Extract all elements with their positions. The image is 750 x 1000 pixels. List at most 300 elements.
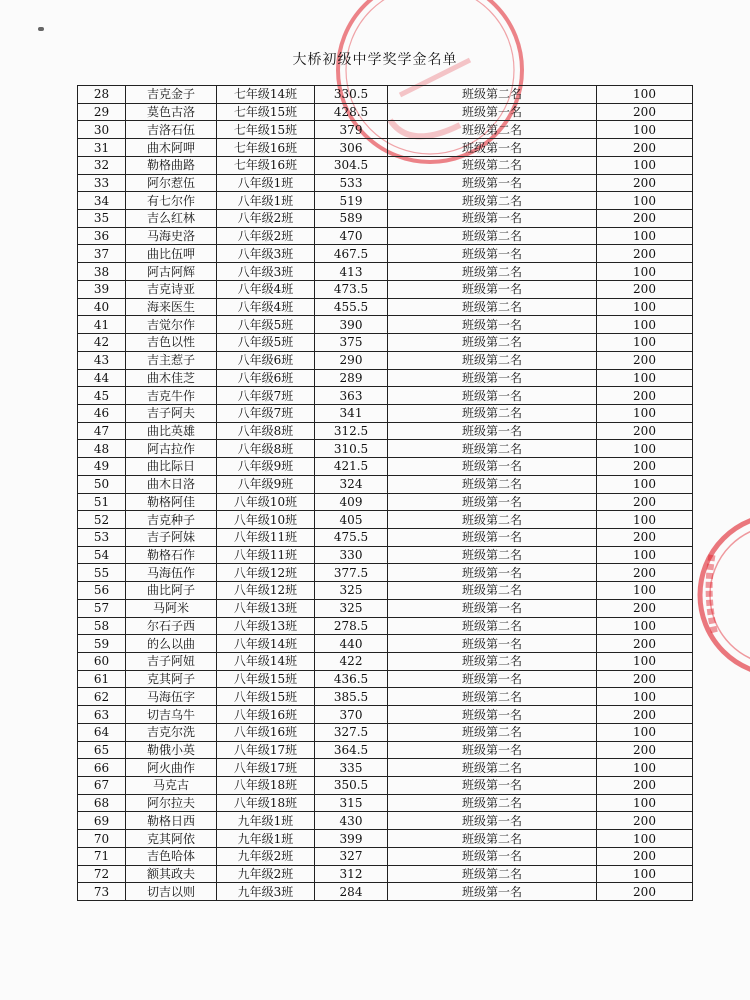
score-cell: 399	[315, 830, 388, 848]
row-number-cell: 36	[78, 227, 126, 245]
class-name-cell: 八年级9班	[217, 475, 315, 493]
row-number-cell: 43	[78, 351, 126, 369]
table-row	[78, 635, 693, 653]
student-name-cell: 曲木阿呷	[126, 139, 217, 157]
award-amount-cell: 200	[597, 812, 693, 830]
table-row	[78, 280, 693, 298]
row-number-cell: 28	[78, 86, 126, 104]
row-number-cell: 68	[78, 794, 126, 812]
class-name-cell: 八年级10班	[217, 511, 315, 529]
class-name-cell: 八年级9班	[217, 458, 315, 476]
table-row	[78, 723, 693, 741]
score-cell: 455.5	[315, 298, 388, 316]
row-number-cell: 52	[78, 511, 126, 529]
table-row	[78, 316, 693, 334]
award-amount-cell: 200	[597, 351, 693, 369]
table-row	[78, 174, 693, 192]
table-row	[78, 298, 693, 316]
class-name-cell: 七年级16班	[217, 139, 315, 157]
award-rank-cell: 班级第二名	[388, 830, 597, 848]
award-rank-cell: 班级第一名	[388, 387, 597, 405]
class-name-cell: 八年级18班	[217, 794, 315, 812]
score-cell: 315	[315, 794, 388, 812]
award-amount-cell: 200	[597, 635, 693, 653]
row-number-cell: 48	[78, 440, 126, 458]
award-amount-cell: 100	[597, 582, 693, 600]
class-name-cell: 八年级8班	[217, 440, 315, 458]
student-name-cell: 曲木佳芝	[126, 369, 217, 387]
award-amount-cell: 200	[597, 493, 693, 511]
score-cell: 312.5	[315, 422, 388, 440]
student-name-cell: 莫色古洛	[126, 103, 217, 121]
score-cell: 375	[315, 334, 388, 352]
award-rank-cell: 班级第二名	[388, 227, 597, 245]
class-name-cell: 八年级11班	[217, 546, 315, 564]
table-row	[78, 369, 693, 387]
student-name-cell: 阿火曲作	[126, 759, 217, 777]
score-cell: 409	[315, 493, 388, 511]
award-amount-cell: 100	[597, 617, 693, 635]
row-number-cell: 44	[78, 369, 126, 387]
student-name-cell: 有七尔作	[126, 192, 217, 210]
score-cell: 422	[315, 653, 388, 671]
row-number-cell: 72	[78, 865, 126, 883]
class-name-cell: 八年级15班	[217, 688, 315, 706]
scan-speck	[38, 27, 44, 31]
row-number-cell: 69	[78, 812, 126, 830]
award-amount-cell: 100	[597, 298, 693, 316]
award-rank-cell: 班级第一名	[388, 847, 597, 865]
student-name-cell: 阿古拉作	[126, 440, 217, 458]
award-rank-cell: 班级第二名	[388, 653, 597, 671]
score-cell: 413	[315, 263, 388, 281]
award-rank-cell: 班级第二名	[388, 723, 597, 741]
award-amount-cell: 200	[597, 103, 693, 121]
class-name-cell: 八年级7班	[217, 387, 315, 405]
row-number-cell: 39	[78, 280, 126, 298]
student-name-cell: 阿尔拉夫	[126, 794, 217, 812]
class-name-cell: 八年级18班	[217, 777, 315, 795]
score-cell: 390	[315, 316, 388, 334]
class-name-cell: 八年级2班	[217, 227, 315, 245]
award-rank-cell: 班级第一名	[388, 883, 597, 901]
score-cell: 533	[315, 174, 388, 192]
score-cell: 440	[315, 635, 388, 653]
student-name-cell: 的么以曲	[126, 635, 217, 653]
award-amount-cell: 200	[597, 741, 693, 759]
award-rank-cell: 班级第二名	[388, 582, 597, 600]
row-number-cell: 64	[78, 723, 126, 741]
row-number-cell: 38	[78, 263, 126, 281]
table-row	[78, 404, 693, 422]
award-rank-cell: 班级第一名	[388, 245, 597, 263]
row-number-cell: 46	[78, 404, 126, 422]
row-number-cell: 45	[78, 387, 126, 405]
row-number-cell: 56	[78, 582, 126, 600]
row-number-cell: 62	[78, 688, 126, 706]
class-name-cell: 八年级6班	[217, 369, 315, 387]
award-amount-cell: 200	[597, 670, 693, 688]
table-row	[78, 493, 693, 511]
table-row	[78, 564, 693, 582]
score-cell: 304.5	[315, 156, 388, 174]
student-name-cell: 吉洛石伍	[126, 121, 217, 139]
row-number-cell: 47	[78, 422, 126, 440]
class-name-cell: 七年级15班	[217, 121, 315, 139]
student-name-cell: 克其阿子	[126, 670, 217, 688]
award-amount-cell: 100	[597, 511, 693, 529]
award-rank-cell: 班级第二名	[388, 86, 597, 104]
student-name-cell: 吉克牛作	[126, 387, 217, 405]
class-name-cell: 九年级2班	[217, 847, 315, 865]
award-rank-cell: 班级第一名	[388, 635, 597, 653]
award-rank-cell: 班级第二名	[388, 263, 597, 281]
award-rank-cell: 班级第二名	[388, 759, 597, 777]
student-name-cell: 曲比伍呷	[126, 245, 217, 263]
class-name-cell: 八年级1班	[217, 174, 315, 192]
row-number-cell: 40	[78, 298, 126, 316]
score-cell: 327.5	[315, 723, 388, 741]
class-name-cell: 八年级14班	[217, 653, 315, 671]
student-name-cell: 阿古阿辉	[126, 263, 217, 281]
score-cell: 327	[315, 847, 388, 865]
table-row	[78, 670, 693, 688]
class-name-cell: 八年级16班	[217, 723, 315, 741]
student-name-cell: 勒格曲路	[126, 156, 217, 174]
score-cell: 470	[315, 227, 388, 245]
award-amount-cell: 100	[597, 192, 693, 210]
class-name-cell: 八年级8班	[217, 422, 315, 440]
student-name-cell: 马海史洛	[126, 227, 217, 245]
award-rank-cell: 班级第一名	[388, 706, 597, 724]
award-rank-cell: 班级第二名	[388, 865, 597, 883]
award-rank-cell: 班级第二名	[388, 404, 597, 422]
award-rank-cell: 班级第一名	[388, 316, 597, 334]
class-name-cell: 八年级12班	[217, 564, 315, 582]
award-rank-cell: 班级第一名	[388, 458, 597, 476]
table-row	[78, 812, 693, 830]
table-row	[78, 865, 693, 883]
table-row	[78, 830, 693, 848]
table-row	[78, 139, 693, 157]
table-row	[78, 156, 693, 174]
score-cell: 364.5	[315, 741, 388, 759]
class-name-cell: 七年级14班	[217, 86, 315, 104]
student-name-cell: 吉子阿夫	[126, 404, 217, 422]
table-row	[78, 334, 693, 352]
student-name-cell: 尔石子西	[126, 617, 217, 635]
score-cell: 312	[315, 865, 388, 883]
student-name-cell: 勒格日西	[126, 812, 217, 830]
table-row	[78, 582, 693, 600]
student-name-cell: 吉子阿妞	[126, 653, 217, 671]
award-rank-cell: 班级第二名	[388, 794, 597, 812]
row-number-cell: 70	[78, 830, 126, 848]
row-number-cell: 53	[78, 528, 126, 546]
table-row	[78, 794, 693, 812]
award-amount-cell: 200	[597, 883, 693, 901]
row-number-cell: 31	[78, 139, 126, 157]
class-name-cell: 九年级1班	[217, 830, 315, 848]
student-name-cell: 额其政夫	[126, 865, 217, 883]
award-rank-cell: 班级第二名	[388, 546, 597, 564]
score-cell: 467.5	[315, 245, 388, 263]
class-name-cell: 八年级15班	[217, 670, 315, 688]
award-amount-cell: 100	[597, 546, 693, 564]
scholarship-table	[77, 85, 693, 901]
table-row	[78, 475, 693, 493]
award-rank-cell: 班级第一名	[388, 422, 597, 440]
award-rank-cell: 班级第二名	[388, 121, 597, 139]
award-amount-cell: 100	[597, 263, 693, 281]
award-rank-cell: 班级第二名	[388, 334, 597, 352]
row-number-cell: 55	[78, 564, 126, 582]
student-name-cell: 吉主惹子	[126, 351, 217, 369]
row-number-cell: 66	[78, 759, 126, 777]
row-number-cell: 73	[78, 883, 126, 901]
class-name-cell: 八年级17班	[217, 759, 315, 777]
award-rank-cell: 班级第一名	[388, 777, 597, 795]
table-row	[78, 440, 693, 458]
student-name-cell: 克其阿依	[126, 830, 217, 848]
class-name-cell: 八年级6班	[217, 351, 315, 369]
award-amount-cell: 100	[597, 653, 693, 671]
table-row	[78, 103, 693, 121]
student-name-cell: 阿尔惹伍	[126, 174, 217, 192]
class-name-cell: 八年级3班	[217, 245, 315, 263]
student-name-cell: 吉克金子	[126, 86, 217, 104]
award-rank-cell: 班级第一名	[388, 528, 597, 546]
row-number-cell: 37	[78, 245, 126, 263]
table-row	[78, 192, 693, 210]
award-amount-cell: 100	[597, 86, 693, 104]
row-number-cell: 71	[78, 847, 126, 865]
student-name-cell: 马阿米	[126, 599, 217, 617]
row-number-cell: 59	[78, 635, 126, 653]
table-row	[78, 210, 693, 228]
student-name-cell: 吉么红林	[126, 210, 217, 228]
award-amount-cell: 100	[597, 316, 693, 334]
score-cell: 473.5	[315, 280, 388, 298]
award-rank-cell: 班级第二名	[388, 192, 597, 210]
award-rank-cell: 班级第二名	[388, 298, 597, 316]
class-name-cell: 八年级4班	[217, 298, 315, 316]
score-cell: 350.5	[315, 777, 388, 795]
row-number-cell: 54	[78, 546, 126, 564]
class-name-cell: 八年级4班	[217, 280, 315, 298]
score-cell: 385.5	[315, 688, 388, 706]
class-name-cell: 七年级16班	[217, 156, 315, 174]
award-amount-cell: 100	[597, 830, 693, 848]
student-name-cell: 吉克尔洗	[126, 723, 217, 741]
score-cell: 284	[315, 883, 388, 901]
award-amount-cell: 200	[597, 174, 693, 192]
score-cell: 519	[315, 192, 388, 210]
student-name-cell: 勒格石作	[126, 546, 217, 564]
student-name-cell: 马海伍字	[126, 688, 217, 706]
row-number-cell: 34	[78, 192, 126, 210]
row-number-cell: 61	[78, 670, 126, 688]
table-row	[78, 599, 693, 617]
award-rank-cell: 班级第一名	[388, 369, 597, 387]
student-name-cell: 吉色哈体	[126, 847, 217, 865]
student-name-cell: 曲木日洛	[126, 475, 217, 493]
student-name-cell: 吉克诗亚	[126, 280, 217, 298]
award-amount-cell: 200	[597, 245, 693, 263]
award-rank-cell: 班级第一名	[388, 210, 597, 228]
award-rank-cell: 班级第二名	[388, 351, 597, 369]
row-number-cell: 49	[78, 458, 126, 476]
class-name-cell: 九年级1班	[217, 812, 315, 830]
class-name-cell: 八年级5班	[217, 334, 315, 352]
award-amount-cell: 100	[597, 865, 693, 883]
award-amount-cell: 100	[597, 794, 693, 812]
table-row	[78, 777, 693, 795]
table-row	[78, 653, 693, 671]
score-cell: 379	[315, 121, 388, 139]
table-row	[78, 86, 693, 104]
row-number-cell: 60	[78, 653, 126, 671]
table-row	[78, 741, 693, 759]
table-row	[78, 458, 693, 476]
row-number-cell: 29	[78, 103, 126, 121]
row-number-cell: 30	[78, 121, 126, 139]
award-amount-cell: 100	[597, 334, 693, 352]
student-name-cell: 吉子阿妹	[126, 528, 217, 546]
row-number-cell: 41	[78, 316, 126, 334]
score-cell: 290	[315, 351, 388, 369]
score-cell: 475.5	[315, 528, 388, 546]
score-cell: 430	[315, 812, 388, 830]
award-amount-cell: 200	[597, 387, 693, 405]
score-cell: 325	[315, 582, 388, 600]
award-rank-cell: 班级第一名	[388, 174, 597, 192]
student-name-cell: 海来医生	[126, 298, 217, 316]
score-cell: 330.5	[315, 86, 388, 104]
class-name-cell: 八年级17班	[217, 741, 315, 759]
award-rank-cell: 班级第一名	[388, 599, 597, 617]
class-name-cell: 八年级3班	[217, 263, 315, 281]
award-amount-cell: 100	[597, 156, 693, 174]
award-rank-cell: 班级第一名	[388, 670, 597, 688]
student-name-cell: 马海伍作	[126, 564, 217, 582]
score-cell: 306	[315, 139, 388, 157]
award-amount-cell: 200	[597, 280, 693, 298]
award-rank-cell: 班级第一名	[388, 139, 597, 157]
table-row	[78, 227, 693, 245]
student-name-cell: 曲比阿子	[126, 582, 217, 600]
row-number-cell: 67	[78, 777, 126, 795]
score-cell: 324	[315, 475, 388, 493]
class-name-cell: 八年级11班	[217, 528, 315, 546]
score-cell: 589	[315, 210, 388, 228]
row-number-cell: 32	[78, 156, 126, 174]
award-rank-cell: 班级第一名	[388, 812, 597, 830]
score-cell: 370	[315, 706, 388, 724]
award-amount-cell: 200	[597, 139, 693, 157]
score-cell: 428.5	[315, 103, 388, 121]
table-row	[78, 688, 693, 706]
award-amount-cell: 100	[597, 440, 693, 458]
class-name-cell: 八年级5班	[217, 316, 315, 334]
student-name-cell: 吉觉尔作	[126, 316, 217, 334]
score-cell: 405	[315, 511, 388, 529]
score-cell: 310.5	[315, 440, 388, 458]
page-title: 大桥初级中学奖学金名单	[292, 52, 458, 68]
class-name-cell: 九年级3班	[217, 883, 315, 901]
student-name-cell: 马克古	[126, 777, 217, 795]
score-cell: 421.5	[315, 458, 388, 476]
row-number-cell: 58	[78, 617, 126, 635]
award-amount-cell: 200	[597, 210, 693, 228]
award-amount-cell: 100	[597, 227, 693, 245]
award-amount-cell: 200	[597, 706, 693, 724]
award-amount-cell: 100	[597, 759, 693, 777]
class-name-cell: 八年级12班	[217, 582, 315, 600]
student-name-cell: 勒俄小英	[126, 741, 217, 759]
award-rank-cell: 班级第二名	[388, 440, 597, 458]
table-row	[78, 883, 693, 901]
row-number-cell: 42	[78, 334, 126, 352]
award-amount-cell: 200	[597, 564, 693, 582]
award-amount-cell: 200	[597, 599, 693, 617]
score-cell: 289	[315, 369, 388, 387]
table-row	[78, 617, 693, 635]
award-amount-cell: 100	[597, 475, 693, 493]
table-row	[78, 528, 693, 546]
row-number-cell: 33	[78, 174, 126, 192]
class-name-cell: 八年级10班	[217, 493, 315, 511]
row-number-cell: 57	[78, 599, 126, 617]
award-amount-cell: 100	[597, 369, 693, 387]
award-amount-cell: 100	[597, 404, 693, 422]
table-row	[78, 121, 693, 139]
award-rank-cell: 班级第二名	[388, 475, 597, 493]
score-cell: 377.5	[315, 564, 388, 582]
score-cell: 325	[315, 599, 388, 617]
award-amount-cell: 200	[597, 458, 693, 476]
class-name-cell: 八年级13班	[217, 599, 315, 617]
table-row	[78, 387, 693, 405]
table-row	[78, 263, 693, 281]
table-row	[78, 847, 693, 865]
row-number-cell: 35	[78, 210, 126, 228]
row-number-cell: 50	[78, 475, 126, 493]
class-name-cell: 八年级14班	[217, 635, 315, 653]
row-number-cell: 51	[78, 493, 126, 511]
class-name-cell: 八年级13班	[217, 617, 315, 635]
award-amount-cell: 100	[597, 688, 693, 706]
award-rank-cell: 班级第一名	[388, 280, 597, 298]
student-name-cell: 曲比际日	[126, 458, 217, 476]
award-rank-cell: 班级第二名	[388, 511, 597, 529]
award-rank-cell: 班级第一名	[388, 493, 597, 511]
award-rank-cell: 班级第二名	[388, 617, 597, 635]
score-cell: 341	[315, 404, 388, 422]
award-rank-cell: 班级第二名	[388, 688, 597, 706]
award-amount-cell: 200	[597, 422, 693, 440]
table-row	[78, 245, 693, 263]
award-amount-cell: 100	[597, 121, 693, 139]
score-cell: 363	[315, 387, 388, 405]
table-row	[78, 546, 693, 564]
table-row	[78, 759, 693, 777]
award-amount-cell: 200	[597, 847, 693, 865]
award-amount-cell: 100	[597, 723, 693, 741]
class-name-cell: 七年级15班	[217, 103, 315, 121]
class-name-cell: 八年级1班	[217, 192, 315, 210]
student-name-cell: 吉色以性	[126, 334, 217, 352]
